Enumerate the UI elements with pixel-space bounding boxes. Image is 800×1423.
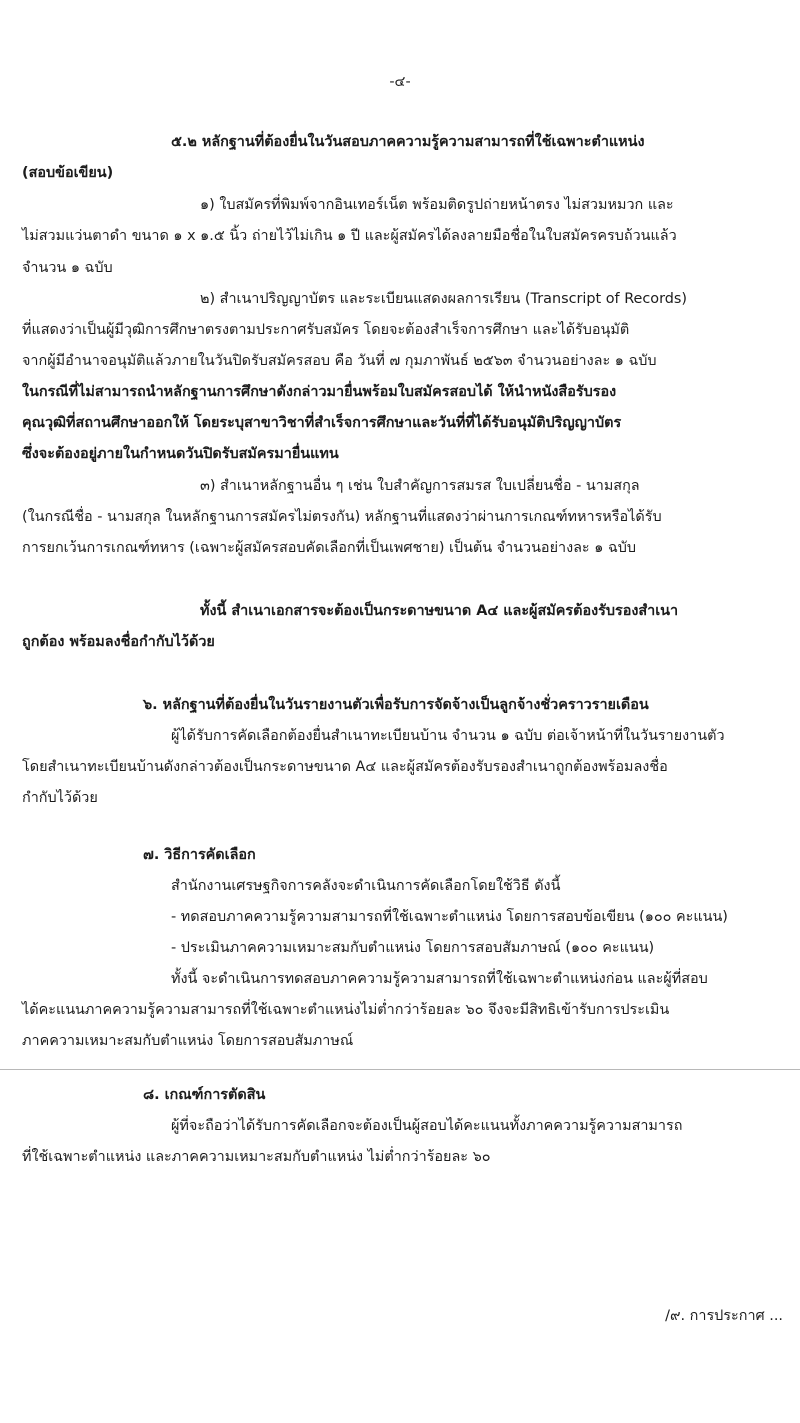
section-8-line-1: ผู้ที่จะถือว่าได้รับการคัดเลือกจะต้องเป็นผู้สอบได้คะแนนทั้งภาคความรู้ความสามารถ bbox=[171, 1118, 683, 1134]
divider bbox=[0, 1069, 800, 1070]
section-7-heading: ๗. วิธีการคัดเลือก bbox=[143, 847, 256, 863]
item-3-line-2: (ในกรณีชื่อ - นามสกุล ในหลักฐานการสมัครไม่ตรงกัน) หลักฐานที่แสดงว่าผ่านการเกณฑ์ทหารหรือได้รับ bbox=[22, 509, 662, 525]
section-5-2-heading-cont: (สอบข้อเขียน) bbox=[22, 165, 114, 181]
item-1-line-1: ๑) ใบสมัครที่พิมพ์จากอินเทอร์เน็ต พร้อมติดรูปถ่ายหน้าตรง ไม่สวมหมวก และ bbox=[200, 197, 674, 213]
section-6-line-1: ผู้ได้รับการคัดเลือกต้องยื่นสำเนาทะเบียนบ้าน จำนวน ๑ ฉบับ ต่อเจ้าหน้าที่ในวันรายงานตัว bbox=[171, 728, 725, 744]
section-5-2-heading: ๕.๒ หลักฐานที่ต้องยื่นในวันสอบภาคความรู้ความสามารถที่ใช้เฉพาะตำแหน่ง bbox=[171, 134, 645, 150]
section-8-line-2: ที่ใช้เฉพาะตำแหน่ง และภาคความเหมาะสมกับตำแหน่ง ไม่ต่ำกว่าร้อยละ ๖๐ bbox=[22, 1149, 491, 1165]
section-7-line-2: ได้คะแนนภาคความรู้ความสามารถที่ใช้เฉพาะตำแหน่งไม่ต่ำกว่าร้อยละ ๖๐ จึงจะมีสิทธิเข้ารับการประเมิน bbox=[22, 1002, 670, 1018]
page-number: -๔- bbox=[389, 74, 411, 90]
item-1-line-2: ไม่สวมแว่นตาดำ ขนาด ๑ x ๑.๕ นิ้ว ถ่ายไว้ไม่เกิน ๑ ปี และผู้สมัครได้ลงลายมือชื่อในใบสมัครครบถ้วนแล้ว bbox=[22, 228, 677, 244]
section-7-intro: สำนักงานเศรษฐกิจการคลังจะดำเนินการคัดเลือกโดยใช้วิธี ดังนี้ bbox=[171, 878, 561, 894]
item-2-line-2: ที่แสดงว่าเป็นผู้มีวุฒิการศึกษาตรงตามประกาศรับสมัคร โดยจะต้องสำเร็จการศึกษา และได้รับอนุมัติ bbox=[22, 322, 630, 338]
item-2-line-1: ๒) สำเนาปริญญาบัตร และระเบียนแสดงผลการเรียน (Transcript of Records) bbox=[200, 291, 688, 307]
section-7-line-3: ภาคความเหมาะสมกับตำแหน่ง โดยการสอบสัมภาษณ์ bbox=[22, 1033, 354, 1049]
section-6-line-3: กำกับไว้ด้วย bbox=[22, 790, 98, 806]
section-8-heading: ๘. เกณฑ์การตัดสิน bbox=[143, 1087, 266, 1103]
item-3-line-3: การยกเว้นการเกณฑ์ทหาร (เฉพาะผู้สมัครสอบคัดเลือกที่เป็นเพศชาย) เป็นต้น จำนวนอย่างละ ๑ ฉบับ bbox=[22, 540, 637, 556]
section-6-line-2: โดยสำเนาทะเบียนบ้านดังกล่าวต้องเป็นกระดาษขนาด A๔ และผู้สมัครต้องรับรองสำเนาถูกต้องพร้อมลงชื่อ bbox=[22, 759, 668, 775]
item-2-bold-line-2: คุณวุฒิที่สถานศึกษาออกให้ โดยระบุสาขาวิชาที่สำเร็จการศึกษาและวันที่ที่ได้รับอนุมัติปริญญาบัตร bbox=[22, 415, 622, 431]
item-2-line-3: จากผู้มีอำนาจอนุมัติแล้วภายในวันปิดรับสมัครสอบ คือ วันที่ ๗ กุมภาพันธ์ ๒๕๖๓ จำนวนอย่างละ ๑ ฉบับ bbox=[22, 353, 657, 369]
item-2-bold-line-1: ในกรณีที่ไม่สามารถนำหลักฐานการศึกษาดังกล่าวมายื่นพร้อมใบสมัครสอบได้ ให้นำหนังสือรับรอง bbox=[22, 384, 617, 400]
note-line-2: ถูกต้อง พร้อมลงชื่อกำกับไว้ด้วย bbox=[22, 634, 215, 650]
item-2-bold-line-3: ซึ่งจะต้องอยู่ภายในกำหนดวันปิดรับสมัครมายื่นแทน bbox=[22, 446, 339, 462]
section-7-bullet-1: - ทดสอบภาคความรู้ความสามารถที่ใช้เฉพาะตำแหน่ง โดยการสอบข้อเขียน (๑๐๐ คะแนน) bbox=[171, 909, 728, 925]
note-line-1: ทั้งนี้ สำเนาเอกสารจะต้องเป็นกระดาษขนาด A๔ และผู้สมัครต้องรับรองสำเนา bbox=[200, 603, 679, 619]
section-7-bullet-2: - ประเมินภาคความเหมาะสมกับตำแหน่ง โดยการสอบสัมภาษณ์ (๑๐๐ คะแนน) bbox=[171, 940, 655, 956]
section-7-line-1: ทั้งนี้ จะดำเนินการทดสอบภาคความรู้ความสามารถที่ใช้เฉพาะตำแหน่งก่อน และผู้ที่สอบ bbox=[171, 971, 708, 987]
item-1-line-3: จำนวน ๑ ฉบับ bbox=[22, 260, 113, 276]
footer-continuation: /๙. การประกาศ ... bbox=[665, 1308, 783, 1324]
item-3-line-1: ๓) สำเนาหลักฐานอื่น ๆ เช่น ใบสำคัญการสมรส ใบเปลี่ยนชื่อ - นามสกุล bbox=[200, 478, 640, 494]
section-6-heading: ๖. หลักฐานที่ต้องยื่นในวันรายงานตัวเพื่อรับการจัดจ้างเป็นลูกจ้างชั่วคราวรายเดือน bbox=[143, 697, 649, 713]
